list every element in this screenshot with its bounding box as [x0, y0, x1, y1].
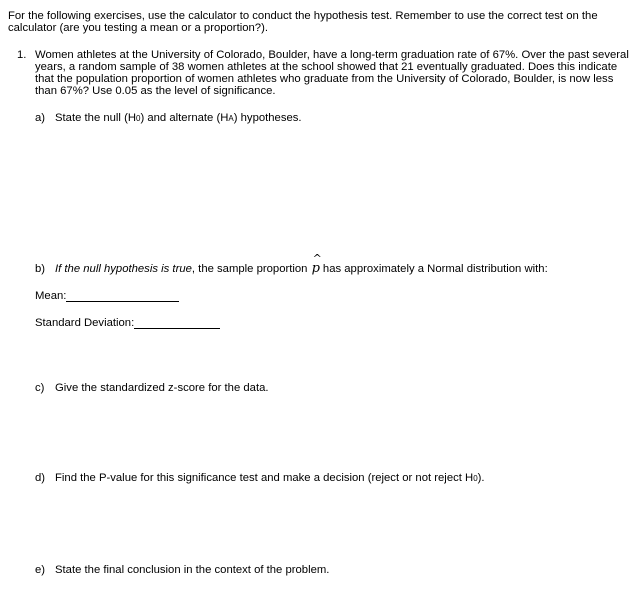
part-a-sub-null: 0 [136, 114, 141, 123]
part-e-letter: e) [35, 564, 46, 576]
part-d-letter: d) [35, 472, 46, 484]
instructions-text: For the following exercises, use the calculator to conduct the hypothesis test. Remember to use the correct test on the calculator (are you testing a mean or a proportion?). [8, 10, 598, 34]
part-b-italic-text: If the null hypothesis is true [55, 263, 192, 275]
mean-field [35, 289, 179, 302]
part-b-text-2: has approximately a Normal distribution with: [322, 263, 548, 275]
part-e [35, 564, 329, 576]
standard-deviation-label: Standard Deviation: [35, 317, 135, 329]
part-a-sub-alt: A [228, 114, 234, 123]
mean-answer-blank[interactable] [66, 289, 179, 302]
p-hat-symbol [311, 252, 322, 276]
part-a [35, 112, 302, 124]
part-d-sub-null: 0 [473, 474, 478, 483]
hat-accent: ^ [312, 252, 322, 265]
part-a-text-2: ) and alternate (H [140, 112, 229, 124]
part-b-text-1: , the sample proportion [191, 263, 308, 275]
part-d [35, 472, 485, 484]
part-e-text: State the final conclusion in the context of the problem. [55, 564, 330, 576]
standard-deviation-answer-blank[interactable] [134, 316, 220, 329]
part-c-text: Give the standardized z-score for the data. [55, 382, 269, 394]
standard-deviation-field [35, 316, 220, 329]
part-c-letter: c) [35, 382, 45, 394]
question-text: Women athletes at the University of Colorado, Boulder, have a long-term graduation rate of 67%. Over the past several years, a random sample of 38 women athletes at the school showed that 21 eventually graduated. Does this indicate that the population proportion of women athletes who graduate from the University of Colorado, Boulder, is now less than 67%? Use 0.05 as the level of significance. [35, 49, 629, 97]
part-a-letter: a) [35, 112, 46, 124]
part-d-text-1: Find the P-value for this significance test and make a decision (reject or not reject H [55, 472, 474, 484]
part-b [35, 252, 548, 276]
part-b-letter: b) [35, 263, 46, 275]
part-c [35, 382, 269, 394]
part-a-text-3: ) hypotheses. [233, 112, 302, 124]
question-number: 1. [17, 49, 27, 61]
part-d-text-2: ). [477, 472, 485, 484]
mean-label: Mean: [35, 290, 67, 302]
part-a-text-1: State the null (H [55, 112, 137, 124]
p-symbol: p [311, 261, 320, 276]
